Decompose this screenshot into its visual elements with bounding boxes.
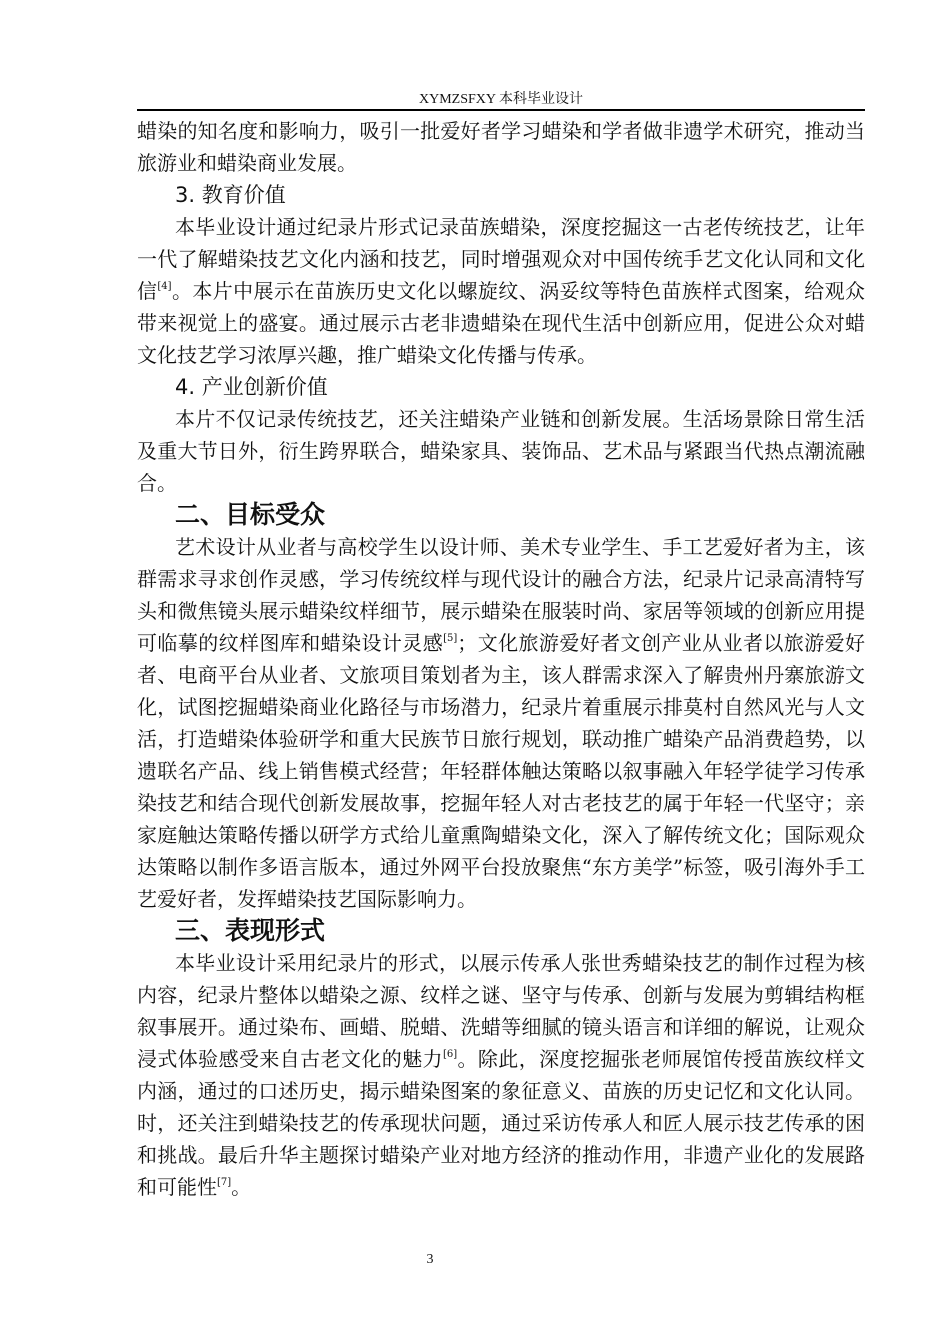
- line-text: 和挑战。最后升华主题探讨蜡染产业对地方经济的推动作用，非遗产业化的发展路: [137, 1143, 865, 1167]
- text-line: [137, 1011, 865, 1043]
- line-text: 遗联名产品、线上销售模式经营；年轻群体触达策略以叙事融入年轻学徒学习传承: [137, 759, 865, 783]
- paragraph: [137, 403, 865, 499]
- text-line: [137, 211, 865, 243]
- line-text: 带来视觉上的盛宴。通过展示古老非遗蜡染在现代生活中创新应用，促进公众对蜡: [137, 311, 865, 335]
- line-text: 。: [231, 1175, 252, 1199]
- line-text: 旅游业和蜡染商业发展。: [137, 151, 357, 175]
- text-line: [137, 979, 865, 1011]
- paragraph: [137, 211, 865, 371]
- line-text: 一代了解蜡染技艺文化内涵和技艺，同时增强观众对中国传统手艺文化认同和文化: [137, 247, 865, 271]
- line-text: 和可能性: [137, 1175, 217, 1199]
- line-text: 本毕业设计通过纪录片形式记录苗族蜡染，深度挖掘这一古老传统技艺，让年: [175, 215, 865, 239]
- line-text: 。除此，深度挖掘张老师展馆传授苗族纹样文: [457, 1047, 865, 1071]
- subsection-heading: 3. 教育价值: [175, 183, 286, 207]
- line-text: 本毕业设计采用纪录片的形式，以展示传承人张世秀蜡染技艺的制作过程为核: [175, 951, 865, 975]
- line-text: 者、电商平台从业者、文旅项目策划者为主，该人群需求深入了解贵州丹寨旅游文: [137, 663, 865, 687]
- line-text: 可临摹的纹样图库和蜡染设计灵感: [137, 631, 444, 655]
- text-line: [137, 1107, 865, 1139]
- text-line: [137, 723, 865, 755]
- line-text: 家庭触达策略传播以研学方式给儿童熏陶蜡染文化，深入了解传统文化；国际观众: [137, 823, 865, 847]
- line-text: 活，打造蜡染体验研学和重大民族节日旅行规划，联动推广蜡染产品消费趋势，以: [137, 727, 865, 751]
- text-line: [137, 691, 865, 723]
- text-line: [137, 595, 865, 627]
- text-line: [137, 659, 865, 691]
- paragraph: [137, 531, 865, 915]
- page-header: XYMZSFXY 本科毕业设计: [419, 92, 583, 107]
- citation-marker: [6]: [442, 1049, 458, 1060]
- text-line: [137, 115, 865, 147]
- text-line: [137, 563, 865, 595]
- citation-marker: [7]: [217, 1177, 232, 1188]
- line-text: 内容，纪录片整体以蜡染之源、纹样之谜、坚守与传承、创新与发展为剪辑结构框: [137, 983, 865, 1007]
- text-line: [137, 755, 865, 787]
- page-number: 3: [426, 1252, 434, 1267]
- line-text: ；文化旅游爱好者文创产业从业者以旅游爱好: [457, 631, 865, 655]
- text-line: [137, 243, 865, 275]
- line-text: 信: [137, 279, 158, 303]
- text-line: [137, 435, 865, 467]
- line-text: 内涵，通过的口述历史，揭示蜡染图案的象征意义、苗族的历史记忆和文化认同。: [137, 1079, 865, 1103]
- line-text: 叙事展开。通过染布、画蜡、脱蜡、洗蜡等细腻的镜头语言和详细的解说，让观众: [137, 1015, 865, 1039]
- section-heading: 三、表现形式: [175, 916, 326, 945]
- text-line: [137, 307, 865, 339]
- line-text: 头和微焦镜头展示蜡染纹样细节，展示蜡染在服装时尚、家居等领域的创新应用提: [137, 599, 865, 623]
- text-line: [137, 467, 865, 499]
- text-line: [137, 627, 865, 659]
- text-line: [137, 531, 865, 563]
- line-text: 化，试图挖掘蜡染商业化路径与市场潜力，纪录片着重展示排莫村自然风光与人文: [137, 695, 865, 719]
- text-line: [137, 819, 865, 851]
- line-text: 群需求寻求创作灵感，学习传统纹样与现代设计的融合方法，纪录片记录高清特写: [137, 567, 865, 591]
- line-text: 合。: [137, 471, 177, 495]
- line-text: 达策略以制作多语言版本，通过外网平台投放聚焦“东方美学”标签，吸引海外手工: [137, 855, 865, 879]
- line-text: 。本片中展示在苗族历史文化以螺旋纹、涡妥纹等特色苗族样式图案，给观众: [171, 279, 865, 303]
- line-text: 染技艺和结合现代创新发展故事，挖掘年轻人对古老技艺的属于年轻一代坚守；亲: [137, 791, 865, 815]
- text-line: [137, 947, 865, 979]
- paragraph: [137, 115, 865, 179]
- text-line: [137, 1043, 865, 1075]
- text-line: [137, 275, 865, 307]
- text-line: [137, 851, 865, 883]
- line-text: 文化技艺学习浓厚兴趣，推广蜡染文化传播与传承。: [137, 343, 597, 367]
- citation-marker: [5]: [443, 633, 458, 644]
- line-text: 蜡染的知名度和影响力，吸引一批爱好者学习蜡染和学者做非遗学术研究，推动当: [137, 119, 865, 143]
- text-line: [137, 403, 865, 435]
- line-text: 及重大节日外，衍生跨界联合，蜡染家具、装饰品、艺术品与紧跟当代热点潮流融: [137, 439, 865, 463]
- line-text: 艺术设计从业者与高校学生以设计师、美术专业学生、手工艺爱好者为主，该: [175, 535, 865, 559]
- text-line: [137, 883, 865, 915]
- text-line: [137, 1139, 865, 1171]
- text-line: [137, 1171, 865, 1203]
- text-line: [137, 1075, 865, 1107]
- line-text: 时，还关注到蜡染技艺的传承现状问题，通过采访传承人和匠人展示技艺传承的困: [137, 1111, 865, 1135]
- section-heading: 二、目标受众: [175, 500, 326, 529]
- document-body: [137, 115, 865, 1203]
- header-rule: [137, 109, 865, 111]
- subsection-heading: 4. 产业创新价值: [175, 375, 328, 399]
- line-text: 艺爱好者，发挥蜡染技艺国际影响力。: [137, 887, 477, 911]
- paragraph: [137, 947, 865, 1203]
- text-line: [137, 787, 865, 819]
- text-line: [137, 147, 865, 179]
- citation-marker: [4]: [157, 281, 172, 292]
- text-line: [137, 339, 865, 371]
- line-text: 本片不仅记录传统技艺，还关注蜡染产业链和创新发展。生活场景除日常生活: [175, 407, 865, 431]
- line-text: 浸式体验感受来自古老文化的魅力: [137, 1047, 443, 1071]
